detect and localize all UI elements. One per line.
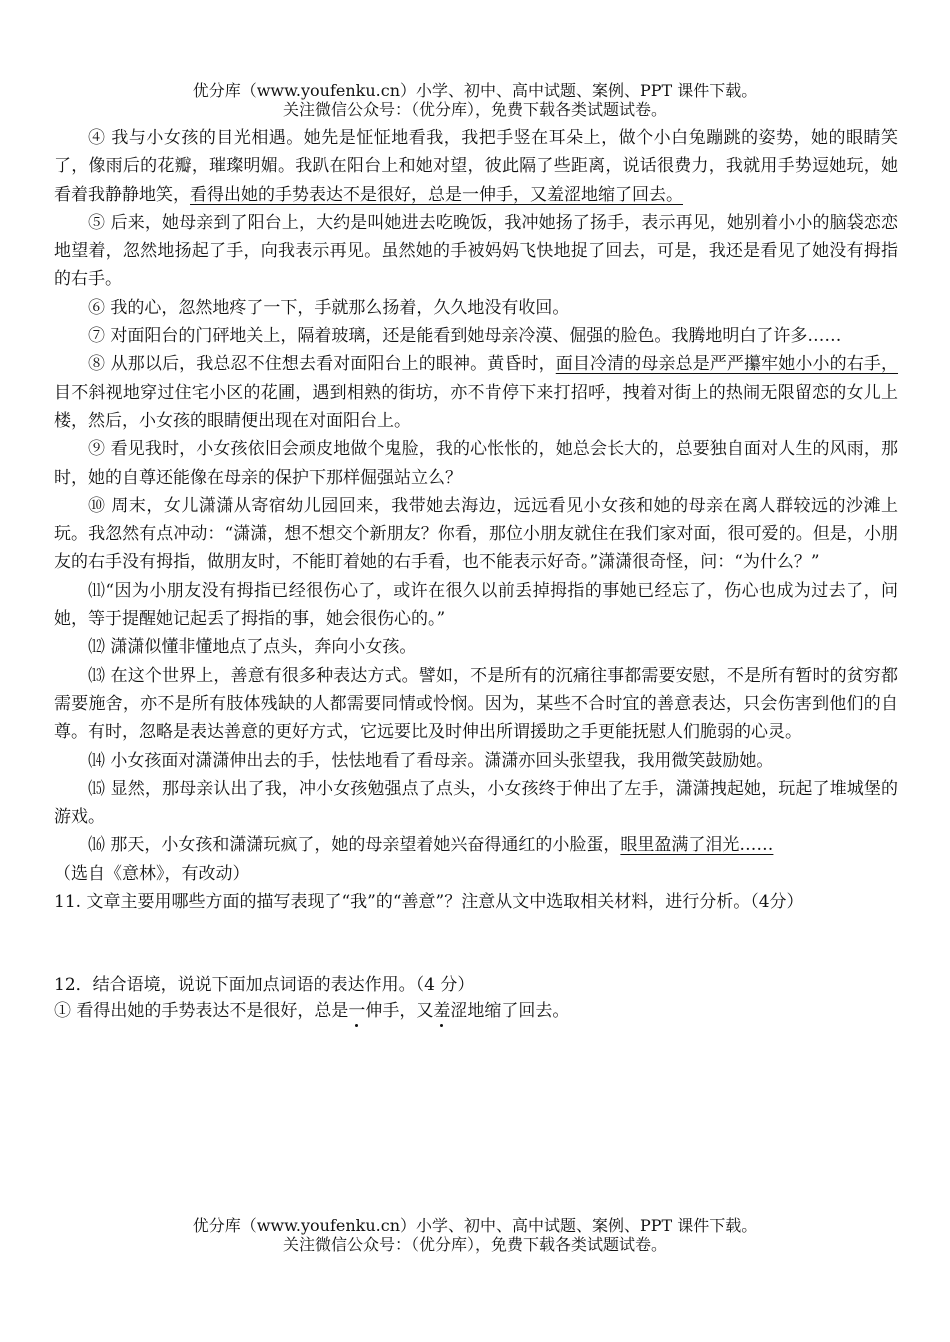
paragraph-8: [54, 350, 898, 435]
dotted-word-2: 羞: [433, 1001, 451, 1022]
paragraph-9: ⑨ 看见我时，小女孩依旧会顽皮地做个鬼脸，我的心怅怅的，她总会长大的，总要独自面对人生的风雨，那时，她的自尊还能像在母亲的保护下那样倔强站立么？: [54, 439, 898, 488]
paragraph-13: ⒀ 在这个世界上，善意有很多种表达方式。譬如，不是所有的沉痛往事都需要安慰，不是所有暂时的贫穷都需要施舍，亦不是所有肢体残缺的人都需要同情或怜悯。因为，某些不合时宜的善意表达，只会伤害到他们的自尊。有时，忽略是表达善意的更好方式，它远要比及时伸出所谓援助之手更能抚慰人们脆弱的心灵。: [54, 665, 898, 743]
paragraph-10: ⑩ 周末，女儿潇潇从寄宿幼儿园回来，我带她去海边，远远看见小女孩和她的母亲在离人群较远的沙滩上玩。我忽然有点冲动：“潇潇，想不想交个新朋友？你看，那位小朋友就住在我们家对面，很可爱的。但是，小朋友的右手没有拇指，做朋友时，不能盯着她的右手看，也不能表示好奇。”潇潇很奇怪，问：“为什么？”: [54, 495, 898, 573]
paragraph-4: [54, 124, 898, 209]
paragraph-5: ⑤ 后来，她母亲到了阳台上，大约是叫她进去吃晚饭，我冲她扬了扬手，表示再见，她别着小小的脑袋恋恋地望着，忽然地扬起了手，向我表示再见。虽然她的手被妈妈飞快地捉了回去，可是，我还是看见了她没有拇指的右手。: [54, 212, 898, 290]
q12-item1-part-a: ① 看得出她的手势表达不是很好，总是: [54, 1001, 349, 1022]
paragraph-7: ⑦ 对面阳台的门砰地关上，隔着玻璃，还是能看到她母亲冷漠、倔强的脸色。我腾地明白了许多……: [88, 326, 842, 347]
dotted-word-1: 一: [348, 1001, 366, 1022]
q12-item1-part-c: 涩地缩了回去。: [450, 1001, 570, 1022]
article-body: [54, 124, 898, 1024]
question-12-stem: 12．结合语境，说说下面加点词语的表达作用。（4 分）: [54, 975, 475, 996]
paragraph-12: ⑿ 潇潇似懂非懂地点了点头，奔向小女孩。: [88, 637, 417, 658]
q12-item1-part-b: 伸手，又: [365, 1001, 434, 1022]
underlined-sentence-1: 看得出她的手势表达不是很好，总是一伸手，又羞涩地缩了回去。: [190, 184, 683, 205]
question-11: 11. 文章主要用哪些方面的描写表现了“我”的“善意”？注意从文中选取相关材料，进行分析。（4分）: [54, 892, 804, 913]
paragraph-14: ⒁ 小女孩面对潇潇伸出去的手，怯怯地看了看母亲。潇潇亦回头张望我，我用微笑鼓励她。: [88, 750, 774, 771]
paragraph-11: ⑾“因为小朋友没有拇指已经很伤心了，或许在很久以前丢掉拇指的事她已经忘了，伤心也成为过去了，问她，等于提醒她记起丢了拇指的事，她会很伤心的。”: [54, 580, 898, 630]
paragraph-6: ⑥ 我的心，忽然地疼了一下，手就那么扬着，久久地没有收回。: [88, 297, 570, 318]
footer-line-1: 优分库（www.youfenku.cn）小学、初中、高中试题、案例、PPT 课件下载。: [192, 1216, 758, 1235]
underlined-sentence-3: 眼里盈满了泪光……: [620, 835, 774, 856]
paragraph-15: ⒂ 显然，那母亲认出了我，冲小女孩勉强点了点头，小女孩终于伸出了左手，潇潇拽起她，玩起了堆城堡的游戏。: [54, 778, 898, 828]
paragraph-16-before: ⒃ 那天，小女孩和潇潇玩疯了，她的母亲望着她兴奋得通红的小脸蛋，: [88, 835, 621, 856]
paragraph-4-text: ④ 我与小女孩的目光相遇。她先是怔怔地看我，我把手竖在耳朵上，做个小白兔蹦跳的姿势，她的眼睛笑了，像雨后的花瓣，璀璨明媚。我趴在阳台上和她对望，彼此隔了些距离，说话很费力，我就用手势逗她玩，她看着我静静地笑，: [54, 128, 898, 205]
paragraph-8-before: ⑧ 从那以后，我总忍不住想去看对面阳台上的眼神。黄昏时，: [88, 354, 556, 375]
paragraph-8-after: 目不斜视地穿过住宅小区的花圃，遇到相熟的街坊，亦不肯停下来打招呼，拽着对街上的热闹无限留恋的女儿上楼，然后，小女孩的眼睛便出现在对面阳台上。: [54, 382, 898, 431]
question-12-item-1: [54, 998, 898, 1024]
header-line-2: 关注微信公众号：（优分库），免费下载各类试题试卷。: [282, 100, 667, 119]
underlined-sentence-2: 面目冷清的母亲总是严严攥牢她小小的右手，: [555, 354, 899, 375]
source-note: （选自《意林》，有改动）: [54, 863, 250, 884]
page-header: [0, 81, 950, 119]
header-line-1: 优分库（www.youfenku.cn）小学、初中、高中试题、案例、PPT 课件下载。: [192, 81, 758, 100]
footer-line-2: 关注微信公众号：（优分库），免费下载各类试题试卷。: [282, 1235, 667, 1254]
page-footer: [0, 1216, 950, 1254]
paragraph-16: [54, 831, 898, 859]
